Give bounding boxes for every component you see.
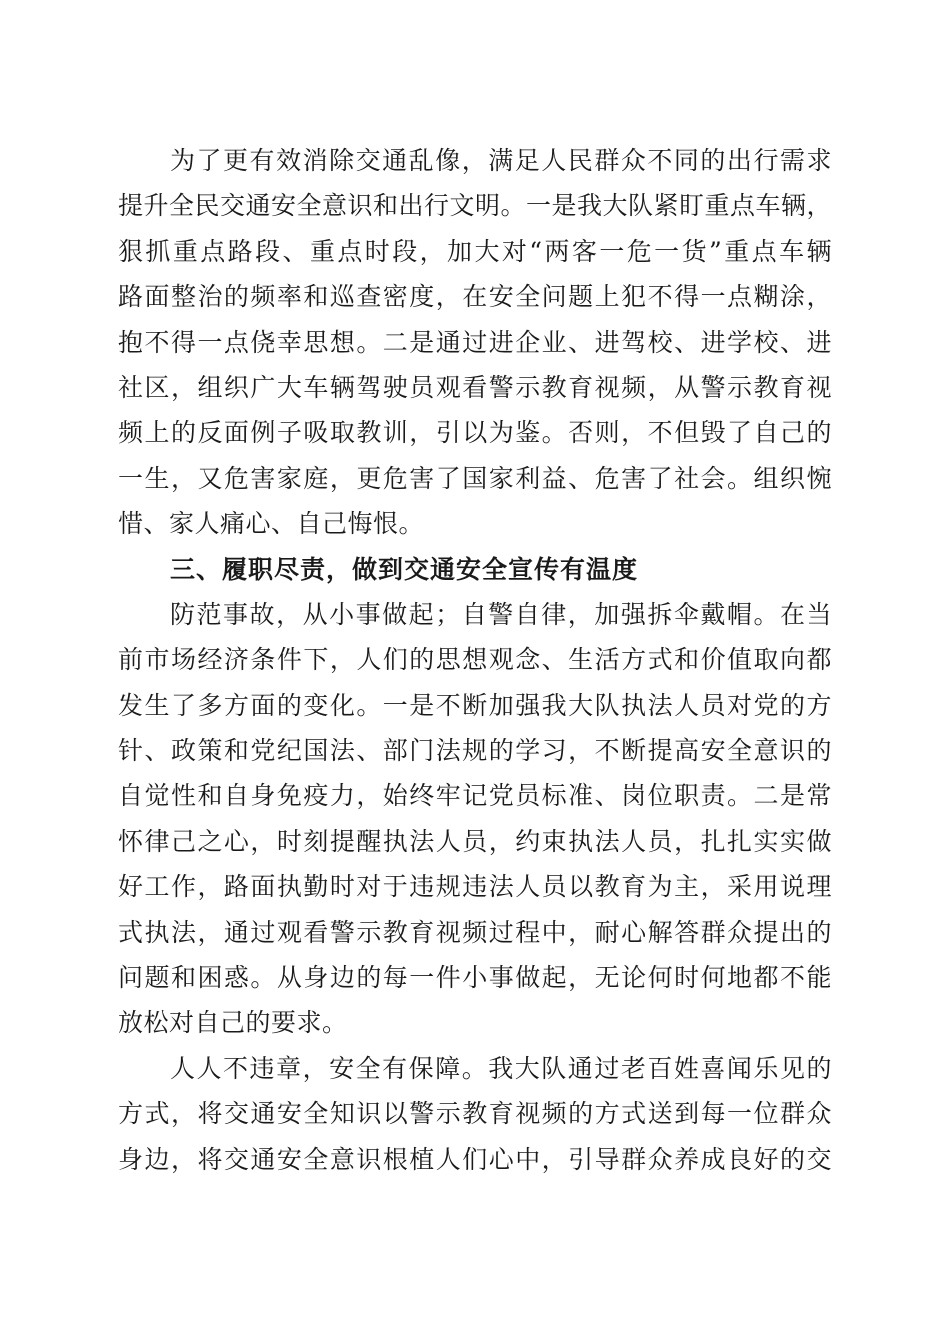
paragraph-line: 放松对自己的要求。 — [118, 1008, 348, 1038]
paragraph-line: 抱不得一点侥幸思想。二是通过进企业、进驾校、进学校、进 — [118, 327, 832, 357]
paragraph-line: 提升全民交通安全意识和出行文明。一是我大队紧盯重点车辆， — [118, 191, 833, 221]
section-heading: 三、履职尽责，做到交通安全宣传有温度 — [170, 554, 639, 584]
paragraph-line: 好工作，路面执勤时对于违规违法人员以教育为主，采用说理 — [118, 872, 832, 902]
paragraph-line: 式执法，通过观看警示教育视频过程中，耐心解答群众提出的 — [118, 917, 832, 947]
paragraph-line: 一生，又危害家庭，更危害了国家利益、危害了社会。组织惋 — [118, 463, 832, 493]
paragraph-line: 问题和困惑。从身边的每一件小事做起，无论何时何地都不能 — [118, 963, 832, 993]
paragraph-line: 前市场经济条件下，人们的思想观念、生活方式和价值取向都 — [118, 645, 832, 675]
paragraph-line: 自觉性和自身免疫力，始终牢记党员标准、岗位职责。二是常 — [118, 781, 832, 811]
paragraph-2 — [118, 592, 832, 1046]
paragraph-line: 为了更有效消除交通乱像，满足人民群众不同的出行需求 — [170, 146, 832, 175]
paragraph-line: 方式，将交通安全知识以警示教育视频的方式送到每一位群众 — [118, 1099, 832, 1129]
paragraph-line: 身边，将交通安全意识根植人们心中，引导群众养成良好的交 — [118, 1144, 832, 1174]
paragraph-line: 发生了多方面的变化。一是不断加强我大队执法人员对党的方 — [118, 690, 832, 720]
paragraph-line: 针、政策和党纪国法、部门法规的学习，不断提高安全意识的 — [118, 736, 832, 766]
paragraph-line: 惜、家人痛心、自己悔恨。 — [118, 509, 425, 539]
paragraph-line: 狠抓重点路段、重点时段，加大对“两客一危一货”重点车辆 — [118, 236, 832, 266]
paragraph-line: 怀律己之心，时刻提醒执法人员，约束执法人员，扎扎实实做 — [118, 826, 832, 856]
paragraph-3 — [118, 1046, 832, 1182]
paragraph-line: 路面整治的频率和巡查密度，在安全问题上犯不得一点糊涂， — [118, 282, 832, 312]
document-body — [118, 138, 832, 1182]
paragraph-line: 社区，组织广大车辆驾驶员观看警示教育视频，从警示教育视 — [118, 372, 832, 402]
paragraph-line: 防范事故，从小事做起；自警自律，加强拆伞戴帽。在当 — [170, 599, 832, 629]
paragraph-line: 人人不违章，安全有保障。我大队通过老百姓喜闻乐见的 — [170, 1053, 832, 1083]
paragraph-line: 频上的反面例子吸取教训，引以为鉴。否则，不但毁了自己的 — [118, 418, 832, 448]
paragraph-1 — [118, 138, 832, 547]
